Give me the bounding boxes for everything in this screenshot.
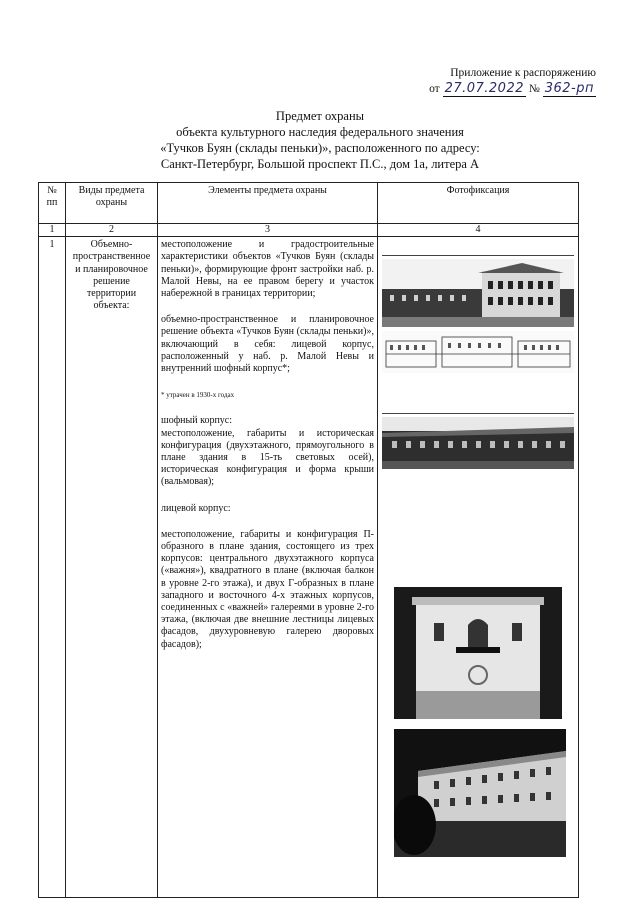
header-elements: Элементы предмета охраны xyxy=(158,183,378,224)
index-cell: 2 xyxy=(66,224,158,237)
document-title xyxy=(0,108,640,172)
element-paragraph: местоположение, габариты и историческая конфигурация (двухэтажного, прямоугольного в плане здания в 15-ть световых осей), историческая конфигурация и форма крыши (вальмовая); xyxy=(161,427,374,488)
photo-embankment-building xyxy=(382,259,574,327)
table-header-row xyxy=(39,183,579,224)
photo-central-pavilion xyxy=(394,587,562,719)
appendix-title: Приложение к распоряжению xyxy=(450,67,596,79)
element-paragraph: объемно-пространственное и планировочное решение объекта «Тучков Буян (склады пеньки)», включающий в себя: лицевой корпус, расположенный у наб. р. Малой Невы и внутренний шофный корпус*; xyxy=(161,314,374,375)
row-photos xyxy=(378,237,579,898)
row-type: Объемно-пространственное и планировочное решение территории объекта: xyxy=(66,237,158,898)
index-cell: 1 xyxy=(39,224,66,237)
header-photo: Фотофиксация xyxy=(378,183,579,224)
title-line-3: «Тучков Буян (склады пеньки)», расположенного по адресу: xyxy=(160,141,480,155)
table-row xyxy=(39,237,579,898)
header-num: № пп xyxy=(39,183,66,224)
appendix-no: № xyxy=(528,83,540,95)
title-line-2: объекта культурного наследия федерального значения xyxy=(176,125,464,139)
element-subheading: лицевой корпус: xyxy=(161,502,231,514)
row-num: 1 xyxy=(39,237,66,898)
title-line-1: Предмет охраны xyxy=(275,109,365,123)
photo-courtyard-building xyxy=(382,417,574,469)
index-cell: 3 xyxy=(158,224,378,237)
header-types: Виды предмета охраны xyxy=(66,183,158,224)
title-line-4: Санкт-Петербург, Большой проспект П.С., дом 1а, литера А xyxy=(160,157,480,171)
handwritten-number: 362-рп xyxy=(544,81,594,96)
element-paragraph: местоположение, габариты и конфигурация П-образного в плане здания, состоящего из трех корпусов: центрального двухэтажного корпуса («важня»), квадратного в плане (включая балкон в уровне 2-го этажа), и двух Г-образных в плане западного и восточного 4-х этажных корпусов, соединенных с «важней» галереями в уровне 2-го этажа, (включая две внешние лестницы лицевых фасадов, двухуровневую галерею дворовых фасадов); xyxy=(161,528,374,650)
photo-wing-perspective xyxy=(394,729,566,857)
appendix-block xyxy=(429,66,596,97)
protection-table xyxy=(38,182,579,898)
row-elements xyxy=(158,237,378,898)
divider xyxy=(382,255,574,256)
appendix-date-line xyxy=(429,81,596,97)
element-subheading: шофный корпус: xyxy=(161,415,233,427)
divider xyxy=(382,413,574,414)
appendix-ot: от xyxy=(429,83,440,95)
facade-drawing xyxy=(382,331,574,373)
index-cell: 4 xyxy=(378,224,579,237)
footnote: * утрачен в 1930-х годах xyxy=(161,391,235,400)
handwritten-date: 27.07.2022 xyxy=(444,81,524,96)
element-paragraph: местоположение и градостроительные характеристики объектов «Тучков Буян (склады пеньки)», формирующие фронт застройки наб. р. Малой Невы, на ее правом берегу и участок набережной в границах территории; xyxy=(161,239,374,300)
table-index-row xyxy=(39,224,579,237)
